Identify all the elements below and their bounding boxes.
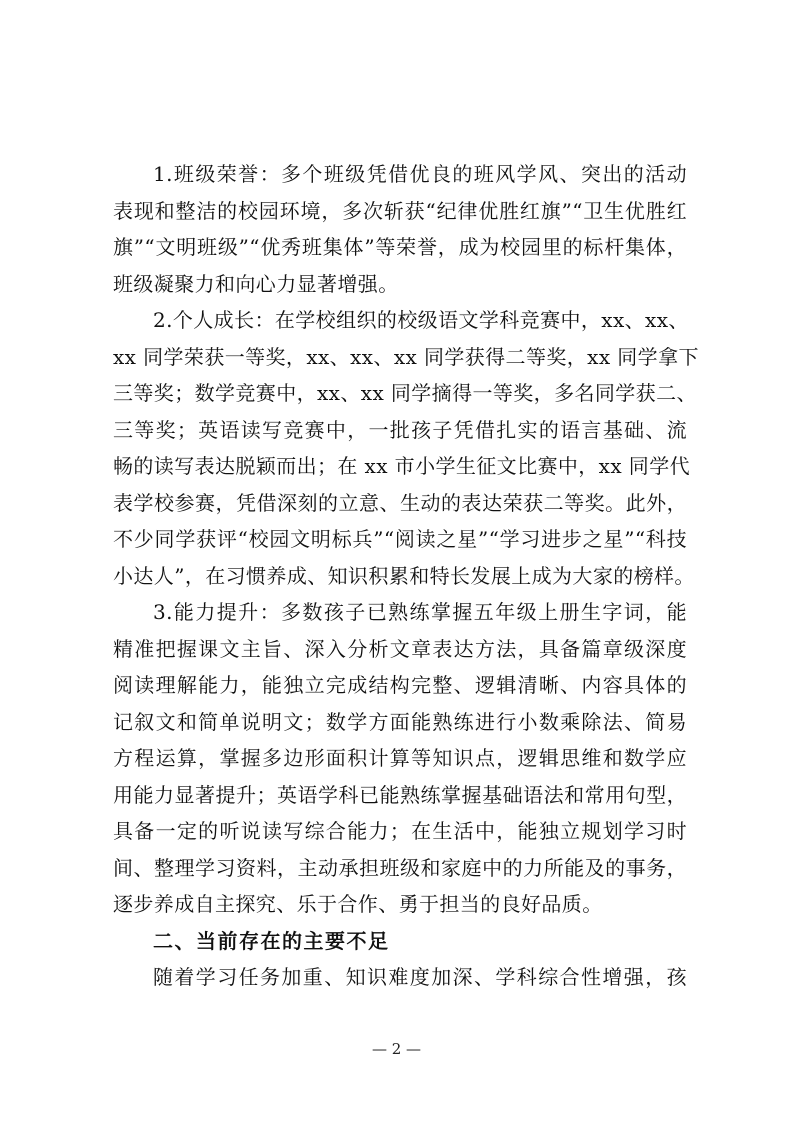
paragraph-personal-growth-line-8: 小达人”，在习惯养成、知识积累和特长发展上成为大家的榜样。 [113, 563, 695, 588]
paragraph-ability-line-2: 精准把握课文主旨、深入分析文章表达方法，具备篇章级深度 [113, 636, 687, 661]
page-number: — 2 — [371, 1040, 422, 1058]
paragraph-personal-growth-line-1: 2.个人成长：在学校组织的校级语文学科竞赛中，xx、xx、 [153, 308, 689, 332]
paragraph-class-honors-line-1: 1.班级荣誉：多个班级凭借优良的班风学风、突出的活动 [153, 162, 687, 186]
paragraph-ability-line-8: 间、整理学习资料，主动承担班级和家庭中的力所能及的事务， [113, 855, 687, 880]
paragraph-personal-growth-line-4: 三等奖；英语读写竞赛中，一批孩子凭借扎实的语言基础、流 [113, 417, 687, 442]
paragraph-ability-line-4: 记叙文和简单说明文；数学方面能熟练进行小数乘除法、简易 [113, 709, 687, 734]
paragraph-class-honors-line-4: 班级凝聚力和向心力显著增强。 [113, 271, 399, 296]
paragraph-ability-line-9: 逐步养成自主探究、乐于合作、勇于担当的良好品质。 [113, 892, 603, 916]
paragraph-personal-growth-line-5: 畅的读写表达脱颖而出；在 xx 市小学生征文比赛中，xx 同学代 [113, 454, 690, 478]
body-text [113, 156, 699, 996]
paragraph-ability-line-6: 用能力显著提升；英语学科已能熟练掌握基础语法和常用句型， [113, 782, 687, 807]
paragraph-personal-growth-line-3: 三等奖；数学竞赛中，xx、xx 同学摘得一等奖，多名同学获二、 [113, 381, 697, 405]
paragraph-ability-line-7: 具备一定的听说读写综合能力；在生活中，能独立规划学习时 [113, 819, 687, 843]
paragraph-personal-growth-line-2: xx 同学荣获一等奖，xx、xx、xx 同学获得二等奖，xx 同学拿下 [113, 344, 699, 369]
paragraph-personal-growth-line-7: 不少同学获评“校园文明标兵”“阅读之星”“学习进步之星”“科技 [113, 527, 687, 551]
paragraph-shortcomings-line-1: 随着学习任务加重、知识难度加深、学科综合性增强，孩 [153, 965, 687, 989]
section-heading-shortcomings: 二、当前存在的主要不足 [153, 928, 390, 953]
paragraph-ability-line-1: 3.能力提升：多数孩子已熟练掌握五年级上册生字词，能 [153, 600, 687, 624]
paragraph-personal-growth-line-6: 表学校参赛，凭借深刻的立意、生动的表达荣获二等奖。此外， [113, 490, 687, 515]
paragraph-ability-line-3: 阅读理解能力，能独立完成结构完整、逻辑清晰、内容具体的 [113, 673, 687, 697]
paragraph-ability-line-5: 方程运算，掌握多边形面积计算等知识点，逻辑思维和数学应 [113, 746, 687, 770]
paragraph-class-honors-line-3: 旗”“文明班级”“优秀班集体”等荣誉，成为校园里的标杆集体， [113, 235, 687, 259]
paragraph-class-honors-line-2: 表现和整洁的校园环境，多次斩获“纪律优胜红旗”“卫生优胜红 [113, 198, 687, 223]
